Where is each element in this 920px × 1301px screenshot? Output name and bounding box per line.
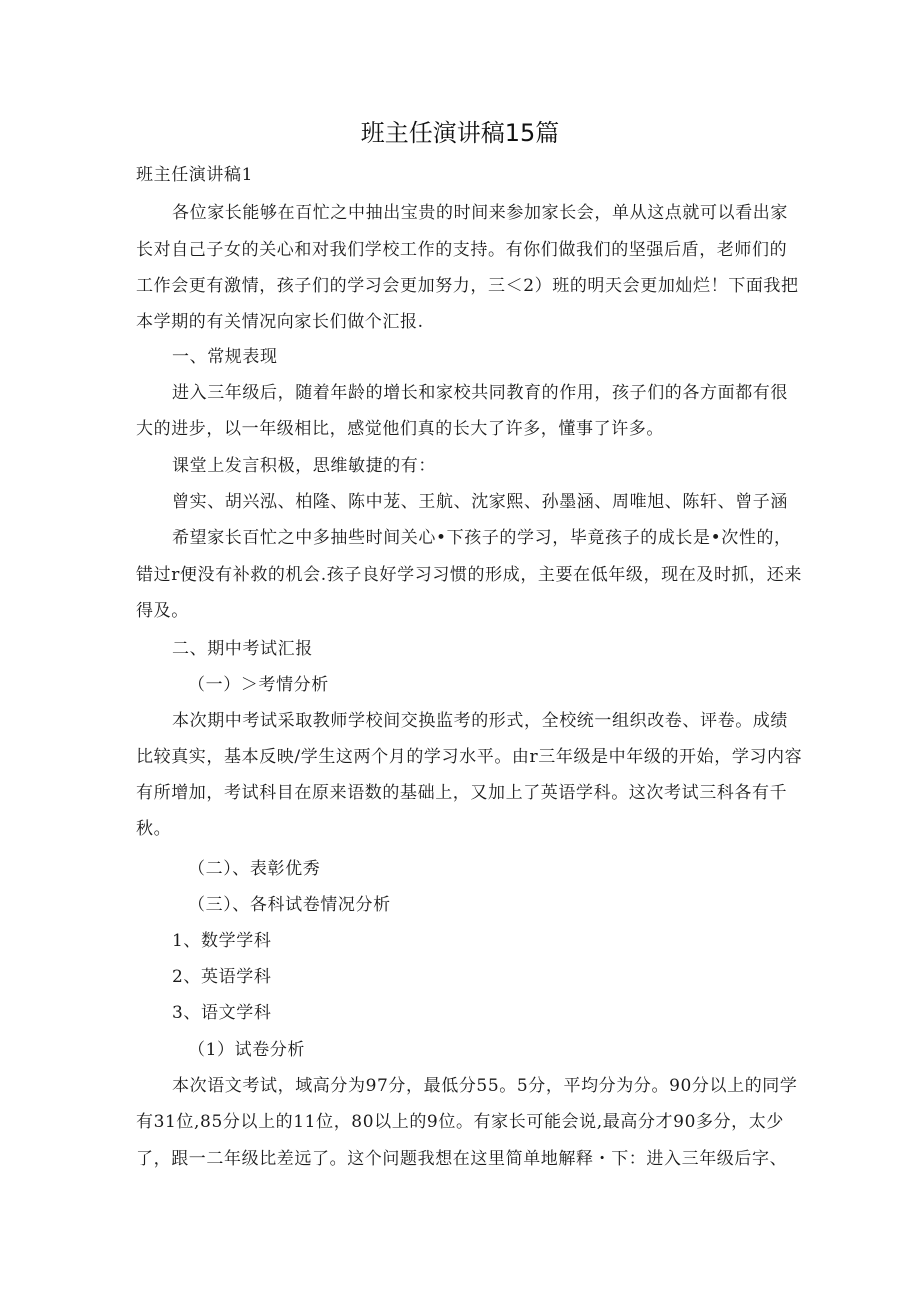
paragraph-line: 大的进步，以一年级相比，感觉他们真的长大了许多，懂事了许多。 (136, 419, 664, 439)
list-item: 3、语文学科 (172, 1003, 272, 1023)
list-item: 1、数学学科 (172, 931, 272, 951)
subheading: （1）试卷分析 (188, 1040, 306, 1060)
paragraph-line: 了，跟一二年级比差远了。这个问题我想在这里简单地解释・下：进入三年级后字、 (136, 1149, 788, 1169)
paragraph-line: 有所增加，考试科目在原来语数的基础上，又加上了英语学科。这次考试三科各有千 (136, 783, 788, 803)
paragraph-line: 进入三年级后，随着年龄的增长和家校共同教育的作用，孩子们的各方面都有很 (172, 383, 788, 403)
subheading: （三）、各科试卷情况分析 (188, 895, 391, 915)
paragraph-line: 各位家长能够在百忙之中抽出宝贵的时间来参加家长会，单从这点就可以看出家 (172, 203, 788, 223)
section-heading: 班主任演讲稿1 (136, 165, 254, 185)
paragraph-line: 得及。 (136, 601, 189, 621)
paragraph-line: 比较真实，基本反映/学生这两个月的学习水平。由r三年级是中年级的开始，学习内容 (136, 747, 803, 767)
paragraph-line: 长对自己子女的关心和对我们学校工作的支持。有你们做我们的坚强后盾，老师们的 (136, 240, 788, 260)
paragraph-line: 本学期的有关情况向家长们做个汇报. (136, 312, 424, 332)
paragraph-line: 本次期中考试采取教师学校间交换监考的形式，全校统一组织改卷、评卷。成绩 (172, 711, 788, 731)
document-title: 班主任演讲稿15篇 (360, 119, 560, 147)
subheading: 二、期中考试汇报 (172, 639, 313, 659)
paragraph-line: 错过r便没有补救的机会.孩子良好学习习惯的形成，主要在低年级，现在及时抓，还来 (136, 565, 802, 585)
subheading: （一）＞考情分析 (188, 675, 329, 695)
list-item: 2、英语学科 (172, 967, 272, 987)
paragraph-line: 工作会更有激情，孩子们的学习会更加努力，三＜2）班的明天会更加灿烂！下面我把 (136, 276, 799, 296)
paragraph-line: 课堂上发言积极，思维敏捷的有： (172, 456, 436, 476)
paragraph-line: 希望家长百忙之中多抽些时间关心•下孩子的学习，毕竟孩子的成长是•次性的， (172, 528, 792, 548)
paragraph-line: 曾实、胡兴泓、柏隆、陈中茏、王航、沈家熙、孙墨涵、周唯旭、陈轩、曾子涵 (172, 492, 788, 512)
paragraph-line: 有31位,85分以上的11位，80以上的9位。有家长可能会说,最高分才90多分，太少 (136, 1112, 784, 1132)
subheading: 一、常规表现 (172, 347, 278, 367)
paragraph-line: 秋。 (136, 819, 172, 839)
subheading: （二）、表彰优秀 (188, 859, 321, 879)
paragraph-line: 本次语文考试，域高分为97分，最低分55。5分，平均分为分。90分以上的同学 (172, 1076, 798, 1096)
